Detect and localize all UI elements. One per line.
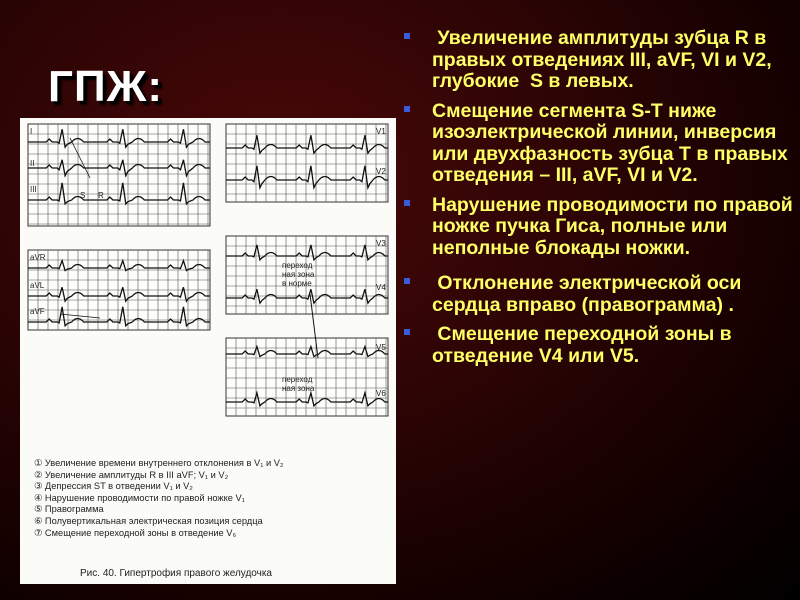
slide-title: ГПЖ:: [48, 62, 163, 111]
lead-label: aVL: [30, 281, 45, 290]
bullet-item: Смещение переходной зоны в отведение V4 или V5.: [402, 324, 794, 367]
ecg-grid-panel: [226, 124, 388, 202]
lead-label: V2: [376, 167, 386, 176]
transition-zone-label: ная зона: [282, 270, 315, 279]
transition-zone-label: переход: [282, 375, 313, 384]
lead-label: V1: [376, 127, 386, 136]
ecg-grid-panel: [28, 124, 210, 226]
square-bullet-icon: [404, 200, 410, 206]
bullet-item: Нарушение проводимости по правой ножке пучка Гиса, полные или неполные блокады ножки.: [402, 195, 794, 260]
legend-item: ⑥ Полувертикальная электрическая позиция сердца: [34, 515, 263, 526]
square-bullet-icon: [404, 278, 410, 284]
figure-caption: Рис. 40. Гипертрофия правого желудочка: [80, 568, 272, 579]
transition-zone-label: ная зона: [282, 384, 315, 393]
bullet-list: [402, 27, 799, 375]
square-bullet-icon: [404, 329, 410, 335]
legend-item: ① Увеличение времени внутреннего отклонения в V₁ и V₂: [34, 458, 284, 468]
legend-item: ② Увеличение амплитуды R в III aVF; V₁ и V₂: [34, 469, 229, 480]
legend-item: ③ Депрессия ST в отведении V₁ и V₂: [34, 481, 193, 492]
lead-label: V4: [376, 283, 386, 292]
lead-label: V6: [376, 389, 386, 398]
square-bullet-icon: [404, 106, 410, 112]
square-bullet-icon: [404, 33, 410, 39]
lead-label: III: [30, 185, 37, 194]
figure-legend: [34, 458, 389, 539]
legend-item: ⑤ Правограмма: [34, 504, 104, 515]
wave-label: R: [98, 191, 104, 200]
bullet-item: Увеличение амплитуды зубца R в правых отведениях III, aVF, VI и V2, глубокие S в левых.: [402, 28, 794, 93]
bullet-item: Смещение сегмента S-T ниже изоэлектрической линии, инверсия или двухфазность зубца Т в правых отведения – III, aVF, VI и V2.: [402, 101, 794, 187]
lead-label: aVF: [30, 307, 45, 316]
bullet-item: Отклонение электрической оси сердца вправо (правограмма) .: [402, 273, 794, 316]
transition-zone-label: в норме: [282, 279, 312, 288]
lead-label: I: [30, 127, 33, 136]
ecg-figure: [20, 118, 396, 584]
legend-item: ④ Нарушение проводимости по правой ножке V₁: [34, 492, 245, 503]
transition-zone-label: переход: [282, 261, 313, 270]
legend-item: ⑦ Смещение переходной зоны в отведение V₆: [34, 527, 237, 538]
lead-label: aVR: [30, 253, 46, 262]
lead-label: II: [30, 159, 35, 168]
wave-label: S: [80, 191, 86, 200]
lead-label: V3: [376, 239, 386, 248]
lead-label: V5: [376, 343, 386, 352]
